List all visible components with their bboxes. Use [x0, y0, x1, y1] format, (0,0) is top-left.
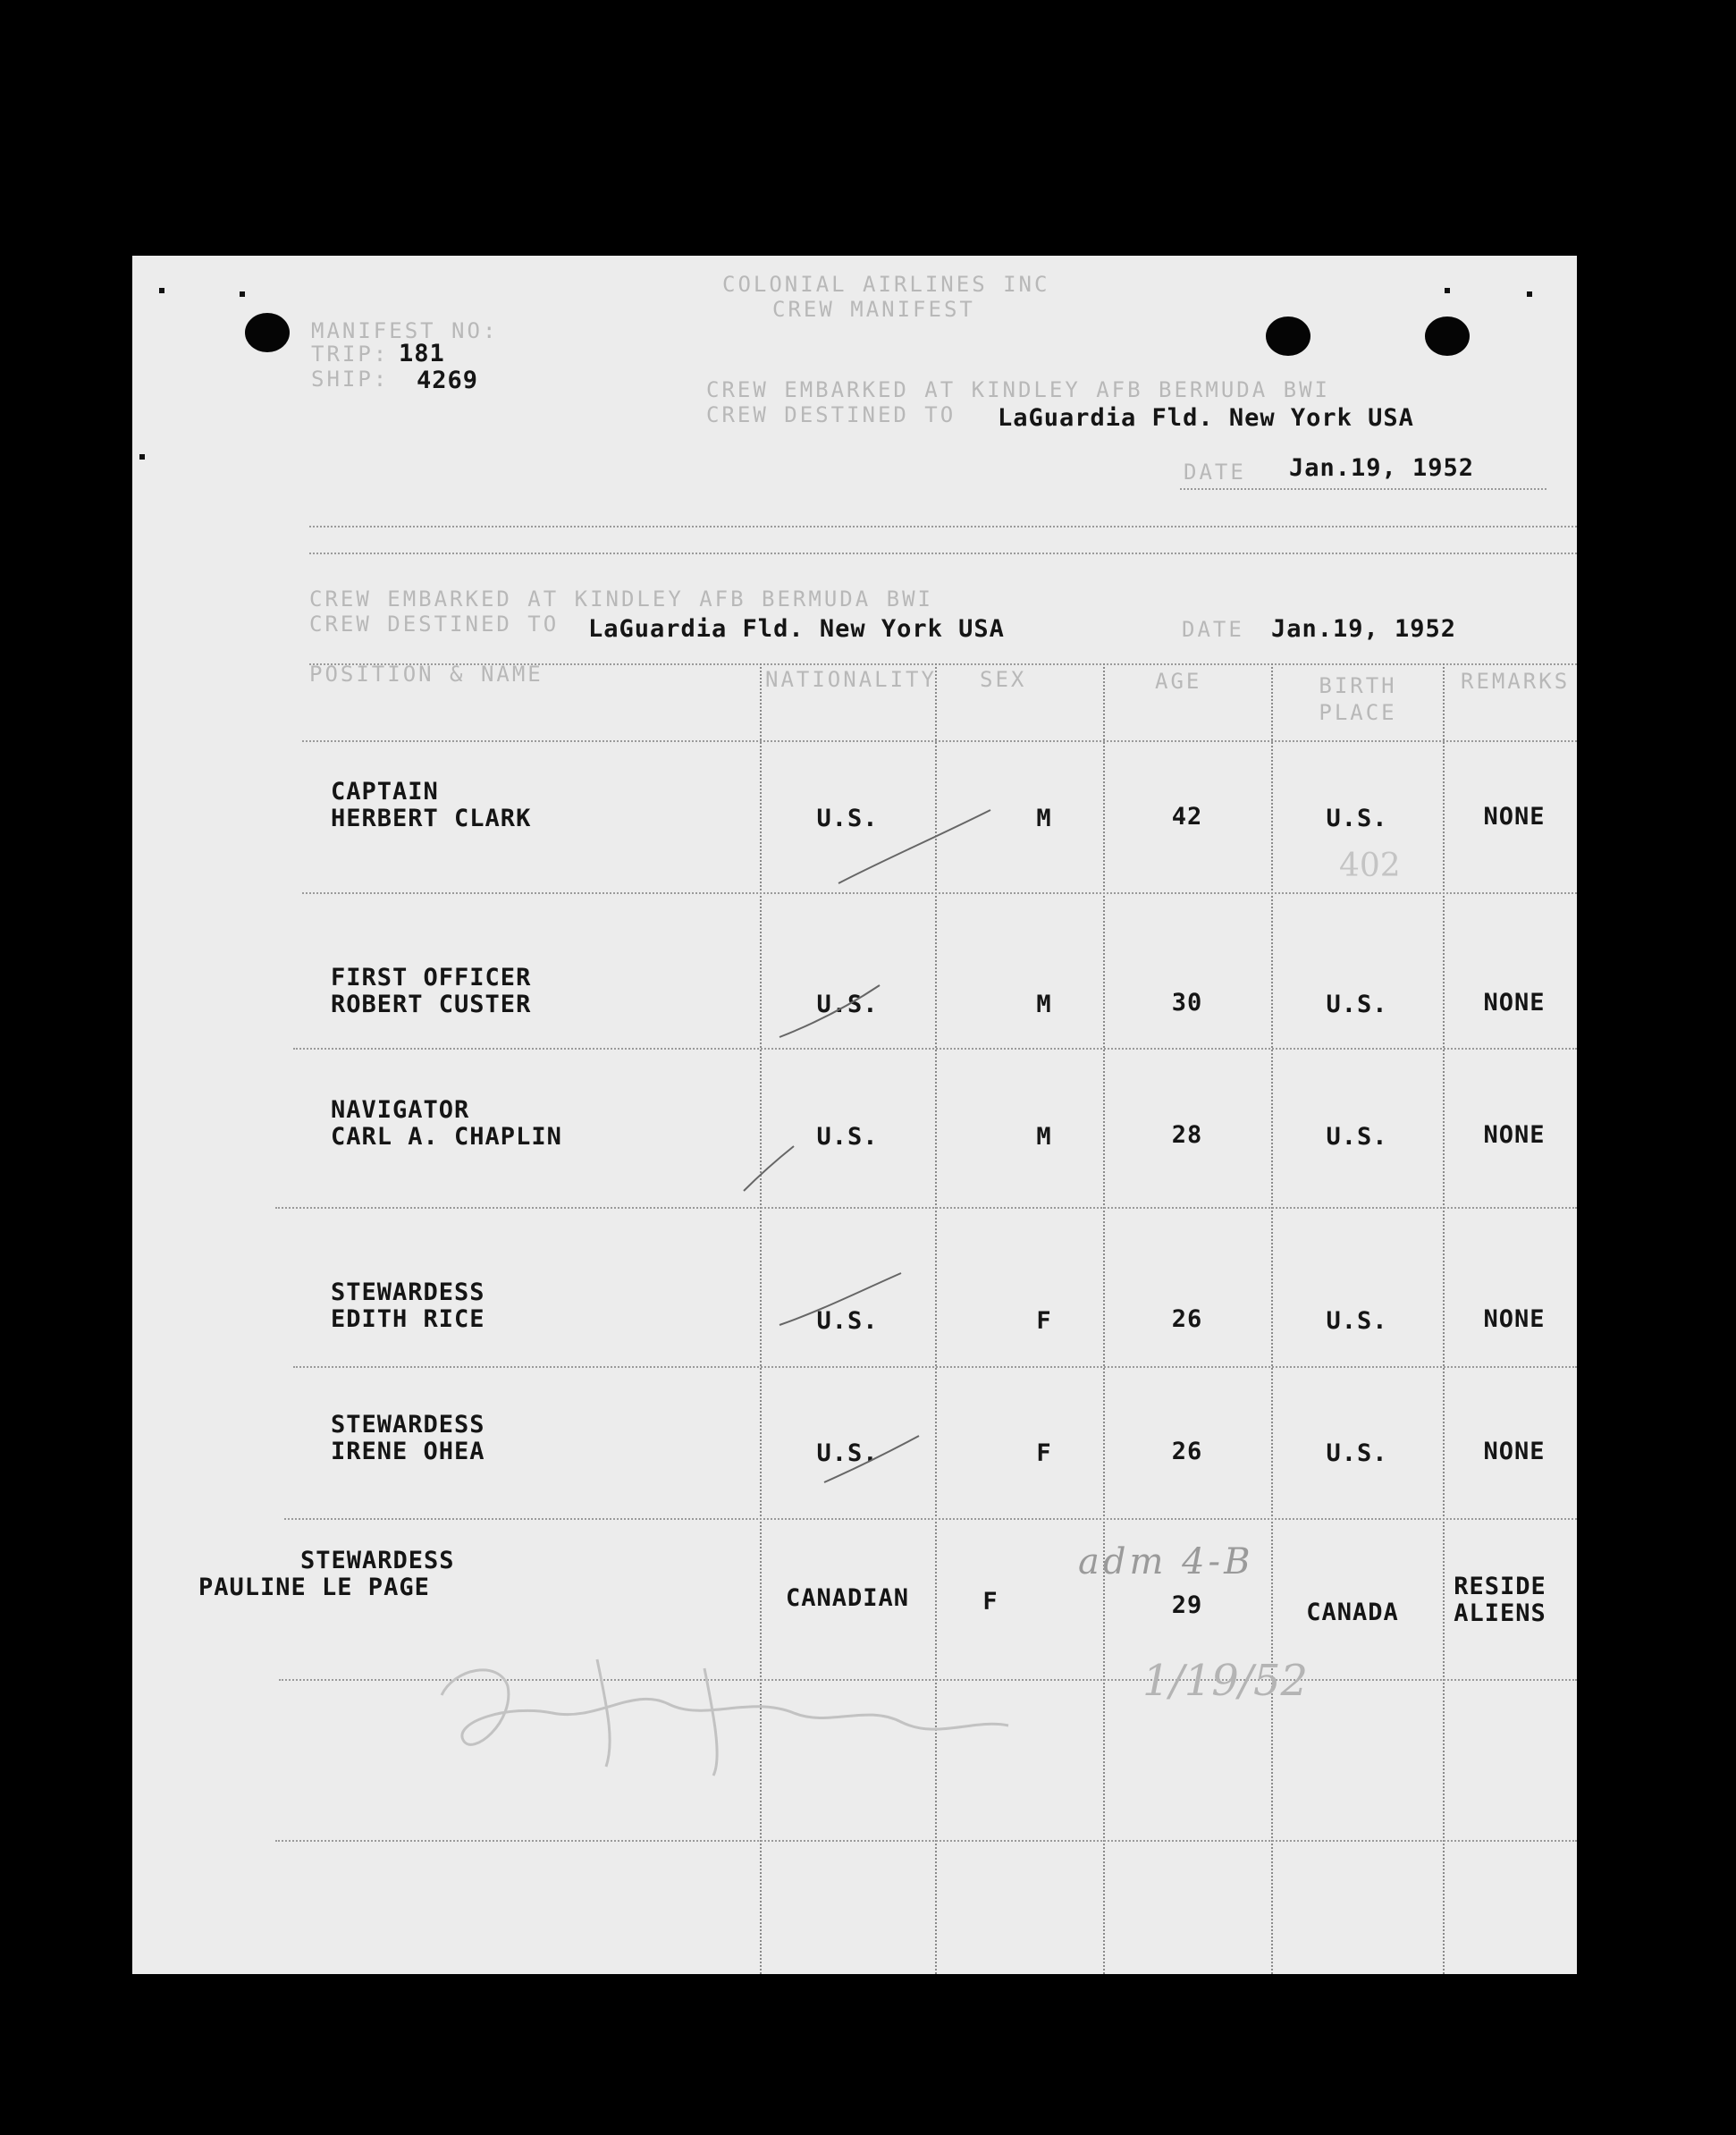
- stamp-number: 402: [1339, 848, 1401, 884]
- section2-destined-label: CREW DESTINED TO: [309, 612, 560, 637]
- crew-name: ROBERT CUSTER: [331, 991, 532, 1018]
- crew-birth-place: U.S.: [1326, 991, 1388, 1018]
- signature-date: 1/19/52: [1142, 1656, 1309, 1706]
- crew-name: HERBERT CLARK: [331, 805, 532, 832]
- crew-position: STEWARDESS: [331, 1278, 485, 1306]
- crew-nationality: U.S.: [816, 1439, 879, 1467]
- ship-value: 4269: [417, 367, 479, 394]
- manifest-label: MANIFEST NO:: [311, 318, 499, 343]
- crew-nationality: U.S.: [816, 1123, 879, 1151]
- crew-age: 28: [1171, 1121, 1203, 1149]
- crew-nationality: U.S.: [816, 805, 879, 832]
- crew-sex: M: [1036, 805, 1052, 832]
- crew-sex: M: [1036, 991, 1052, 1018]
- section2-date-label: DATE: [1182, 617, 1244, 642]
- col-header-age: AGE: [1155, 669, 1202, 694]
- crew-name: IRENE OHEA: [331, 1438, 485, 1465]
- crew-remarks: NONE: [1483, 1121, 1546, 1149]
- crew-position: CAPTAIN: [331, 778, 439, 806]
- section2-destination: LaGuardia Fld. New York USA: [588, 615, 1005, 643]
- crew-sex: M: [1036, 1123, 1052, 1151]
- col-header-remarks: REMARKS: [1461, 669, 1571, 694]
- section2-embarked-label: CREW EMBARKED AT KINDLEY AFB BERMUDA BWI: [309, 586, 933, 612]
- col-header-sex: SEX: [980, 667, 1027, 692]
- destination: LaGuardia Fld. New York USA: [998, 404, 1414, 432]
- date-value: Jan.19, 1952: [1289, 454, 1475, 482]
- check-mark: [780, 985, 880, 1037]
- crew-name: CARL A. CHAPLIN: [331, 1123, 562, 1151]
- crew-age: 30: [1171, 989, 1203, 1017]
- crew-sex: F: [982, 1588, 999, 1616]
- document-type: CREW MANIFEST: [772, 297, 975, 322]
- crew-nationality: U.S.: [816, 1307, 879, 1335]
- crew-birth-place: CANADA: [1306, 1599, 1399, 1626]
- crew-age: 26: [1171, 1438, 1203, 1465]
- crew-age: 29: [1171, 1591, 1203, 1619]
- crew-nationality: U.S.: [816, 991, 879, 1018]
- crew-remarks: NONE: [1483, 989, 1546, 1017]
- crew-position: NAVIGATOR: [331, 1096, 470, 1124]
- check-mark: [744, 1146, 794, 1191]
- manifest-page: [132, 256, 1577, 1974]
- crew-position: FIRST OFFICER: [331, 964, 532, 992]
- ship-label: SHIP:: [311, 367, 390, 392]
- company-name: COLONIAL AIRLINES INC: [722, 272, 1050, 297]
- crew-birth-place: U.S.: [1326, 1123, 1388, 1151]
- check-mark: [824, 1436, 919, 1482]
- check-mark: [839, 810, 990, 883]
- crew-remarks: NONE: [1483, 803, 1546, 831]
- crew-age: 42: [1171, 803, 1203, 831]
- crew-nationality: CANADIAN: [785, 1584, 910, 1612]
- crew-remarks: NONE: [1483, 1438, 1546, 1465]
- trip-value: 181: [399, 340, 445, 367]
- crew-age: 26: [1171, 1305, 1203, 1333]
- crew-sex: F: [1036, 1307, 1052, 1335]
- trip-label: TRIP:: [311, 342, 390, 367]
- col-header-position-name: POSITION & NAME: [309, 662, 544, 687]
- embarked-label: CREW EMBARKED AT KINDLEY AFB BERMUDA BWI: [706, 377, 1330, 402]
- date-label: DATE: [1184, 460, 1246, 485]
- check-marks: [132, 256, 1577, 1974]
- crew-birth-place: U.S.: [1326, 1307, 1388, 1335]
- check-mark: [780, 1273, 901, 1325]
- crew-remarks: RESIDE ALIENS: [1454, 1573, 1546, 1627]
- crew-name: PAULINE LE PAGE: [198, 1574, 430, 1601]
- crew-position: STEWARDESS: [300, 1547, 455, 1574]
- crew-sex: F: [1036, 1439, 1052, 1467]
- col-header-nationality: NATIONALITY: [765, 667, 937, 692]
- destined-label: CREW DESTINED TO: [706, 402, 956, 427]
- section2-date-value: Jan.19, 1952: [1271, 615, 1457, 643]
- crew-birth-place: U.S.: [1326, 1439, 1388, 1467]
- col-header-birth-place: BIRTH PLACE: [1319, 673, 1397, 725]
- handwritten-note: adm 4-B: [1078, 1541, 1254, 1582]
- crew-position: STEWARDESS: [331, 1411, 485, 1439]
- signature: [442, 1659, 1008, 1776]
- crew-birth-place: U.S.: [1326, 805, 1388, 832]
- crew-remarks: NONE: [1483, 1305, 1546, 1333]
- crew-name: EDITH RICE: [331, 1305, 485, 1333]
